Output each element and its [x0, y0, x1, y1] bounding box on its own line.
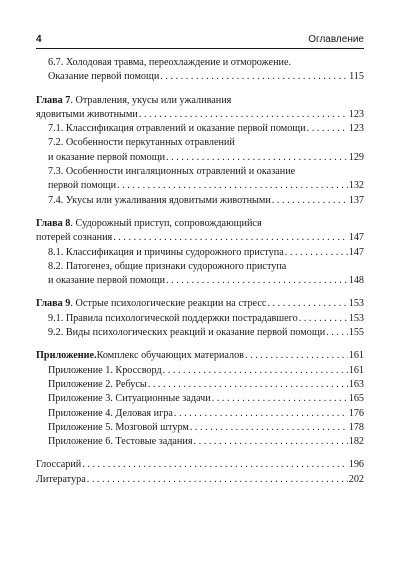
page-ref: 165	[348, 393, 364, 405]
entry-text: и оказание первой помощи	[48, 275, 166, 287]
entry-text: и оказание первой помощи	[48, 151, 166, 163]
entry-text: 7.4. Укусы или ужаливания ядовитыми животными	[48, 194, 271, 206]
page-ref: 137	[348, 194, 364, 206]
spacer	[36, 449, 364, 458]
toc-entry-8-1[interactable]	[36, 246, 364, 260]
chapter-title: . Отравления, укусы или ужаливания	[70, 94, 232, 106]
spacer	[36, 85, 364, 94]
page-ref: 153	[348, 298, 364, 310]
page-ref: 148	[348, 275, 364, 287]
dot-leader	[307, 122, 348, 136]
page-ref: 196	[348, 459, 364, 471]
chapter-label: Глава 7	[36, 94, 71, 106]
chapter-title-cont: потерей сознания	[36, 232, 113, 244]
toc-entry-7-4[interactable]	[36, 194, 364, 208]
entry-text: 9.2. Виды психологических реакций и оказание первой помощи	[48, 327, 326, 339]
toc-appendix-item[interactable]	[36, 378, 364, 392]
toc-appendix[interactable]	[36, 349, 364, 363]
toc-entry-9-1[interactable]	[36, 312, 364, 326]
entry-text: Приложение 4. Деловая игра	[48, 407, 173, 419]
page-ref: 147	[348, 232, 364, 244]
page-number: 4	[36, 34, 42, 45]
spacer	[36, 340, 364, 349]
chapter-title-cont: ядовитыми животными	[36, 108, 138, 120]
spacer	[36, 288, 364, 297]
page-ref: 132	[348, 180, 364, 192]
toc-entry-7-3[interactable]	[36, 165, 364, 194]
toc-entry-7-1[interactable]	[36, 122, 364, 136]
dot-leader	[166, 151, 348, 165]
dot-leader	[139, 108, 348, 122]
page-ref: 123	[348, 123, 364, 135]
page-ref: 163	[348, 378, 364, 390]
chapter-label: Глава 8	[36, 217, 71, 229]
dot-leader	[166, 274, 348, 288]
page-ref: 147	[348, 246, 364, 258]
toc-literature[interactable]	[36, 473, 364, 487]
appendix-label: Приложение.	[36, 350, 97, 362]
toc-appendix-item[interactable]	[36, 364, 364, 378]
entry-text: 7.3. Особенности ингаляционных отравлений и оказание	[48, 166, 296, 178]
entry-text: Приложение 2. Ребусы	[48, 378, 147, 390]
dot-leader	[148, 378, 348, 392]
entry-text: первой помощи	[48, 180, 117, 192]
entry-text: Оказание первой помощи	[48, 71, 160, 83]
dot-leader	[212, 392, 348, 406]
dot-leader	[160, 70, 348, 84]
dot-leader	[117, 179, 348, 193]
dot-leader	[113, 231, 348, 245]
page-ref: 155	[348, 327, 364, 339]
page-ref: 202	[348, 473, 364, 485]
dot-leader	[163, 364, 348, 378]
chapter-label: Глава 9	[36, 298, 71, 310]
dot-leader	[87, 473, 348, 487]
toc-chapter-8[interactable]	[36, 217, 364, 246]
entry-text: Приложение 1. Кроссворд	[48, 364, 162, 376]
page-ref: 129	[348, 151, 364, 163]
chapter-title: . Судорожный приступ, сопровождающийся	[70, 217, 262, 229]
page-ref: 161	[348, 364, 364, 376]
entry-text: 8.1. Классификация и причины судорожного приступа	[48, 246, 284, 258]
toc-chapter-9[interactable]	[36, 297, 364, 311]
entry-text: 9.1. Правила психологической поддержки пострадавшего	[48, 312, 298, 324]
page-ref: 176	[348, 407, 364, 419]
page-ref: 115	[349, 71, 364, 83]
toc-entry-7-2[interactable]	[36, 136, 364, 165]
toc-glossary[interactable]	[36, 458, 364, 472]
dot-leader	[190, 421, 348, 435]
spacer	[36, 208, 364, 217]
dot-leader	[194, 435, 348, 449]
dot-leader	[174, 407, 348, 421]
toc-appendix-item[interactable]	[36, 392, 364, 406]
page-ref: 178	[348, 421, 364, 433]
toc-appendix-item[interactable]	[36, 407, 364, 421]
running-title: Оглавление	[308, 34, 364, 45]
page-ref: 182	[348, 436, 364, 448]
toc-appendix-item[interactable]	[36, 435, 364, 449]
toc-chapter-7[interactable]	[36, 94, 364, 123]
dot-leader	[299, 312, 348, 326]
appendix-title: Комплекс обучающих материалов	[96, 350, 244, 362]
table-of-contents	[36, 56, 364, 487]
dot-leader	[82, 458, 347, 472]
toc-entry-8-2[interactable]	[36, 260, 364, 289]
page-header	[36, 34, 364, 48]
entry-text: Литература	[36, 473, 86, 485]
entry-text: 7.1. Классификация отравлений и оказание первой помощи	[48, 123, 306, 135]
page-ref: 153	[348, 312, 364, 324]
entry-text: Приложение 3. Ситуационные задачи	[48, 393, 211, 405]
chapter-title: . Острые психологические реакции на стресс	[70, 298, 267, 310]
header-rule	[36, 48, 364, 49]
toc-appendix-item[interactable]	[36, 421, 364, 435]
toc-entry-9-2[interactable]	[36, 326, 364, 340]
toc-entry-6-7[interactable]	[36, 56, 364, 85]
dot-leader	[267, 297, 347, 311]
dot-leader	[285, 246, 348, 260]
page-ref: 161	[348, 350, 364, 362]
entry-text: 8.2. Патогенез, общие признаки судорожного приступа	[48, 260, 287, 272]
dot-leader	[245, 349, 348, 363]
dot-leader	[272, 194, 348, 208]
dot-leader	[326, 326, 348, 340]
entry-text: Приложение 5. Мозговой штурм	[48, 421, 189, 433]
entry-text: 7.2. Особенности перкутанных отравлений	[48, 137, 235, 149]
entry-text: 6.7. Холодовая травма, переохлаждение и отморожение.	[48, 57, 292, 68]
entry-text: Глоссарий	[36, 459, 82, 471]
page-ref: 123	[348, 108, 364, 120]
entry-text: Приложение 6. Тестовые задания	[48, 436, 193, 448]
